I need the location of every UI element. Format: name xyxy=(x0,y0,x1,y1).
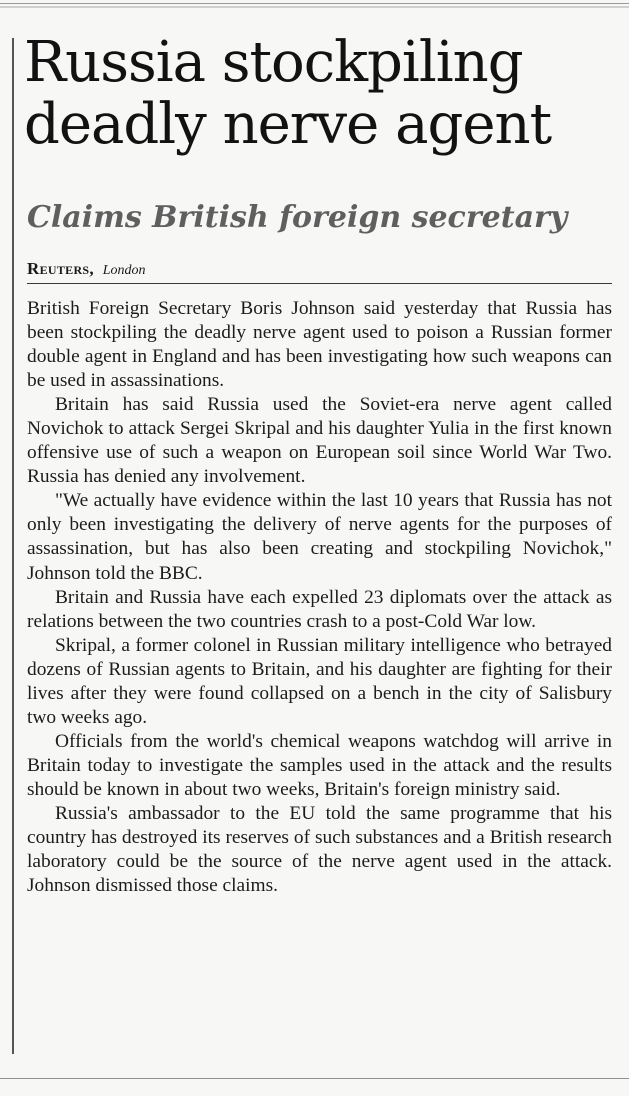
article-paragraph: Britain and Russia have each expelled 23 diplomats over the attack as relations between the two countries crash to a post-Cold War low. xyxy=(27,586,612,632)
article-paragraph: Officials from the world's chemical weapons watchdog will arrive in Britain today to investigate the samples used in the attack and the results should be known in about two weeks, Britain's foreign ministry said. xyxy=(27,730,612,800)
article-subhead: Claims British foreign secretary xyxy=(27,200,568,235)
byline-agency: Reuters, xyxy=(27,259,94,278)
article-body xyxy=(27,297,612,1067)
byline-divider xyxy=(27,283,612,284)
top-divider-shadow xyxy=(0,6,629,8)
bottom-divider-line xyxy=(0,1078,629,1079)
article-paragraph: Skripal, a former colonel in Russian military intelligence who betrayed dozens of Russian agents to Britain, and his daughter are fighting for their lives after they were found collapsed on a bench in the city of Salisbury two weeks ago. xyxy=(27,634,612,728)
article-paragraph: Britain has said Russia used the Soviet-era nerve agent called Novichok to attack Sergei Skripal and his daughter Yulia in the first known offensive use of such a weapon on European soil since World War Two. Russia has denied any involvement. xyxy=(27,394,612,488)
article-headline: Russia stockpiling deadly nerve agent xyxy=(24,30,552,157)
article-byline xyxy=(27,258,146,280)
top-divider-line xyxy=(0,3,629,4)
article-paragraph: British Foreign Secretary Boris Johnson said yesterday that Russia has been stockpiling the deadly nerve agent used to poison a Russian former double agent in England and has been investigating how such weapons can be used in assassinations. xyxy=(27,298,612,392)
article-paragraph: Russia's ambassador to the EU told the same programme that his country has destroyed its reserves of such substances and a British research laboratory could be the source of the nerve agent used in the attack. Johnson dismissed those claims. xyxy=(27,802,612,897)
byline-place: London xyxy=(102,263,146,278)
column-left-rule xyxy=(12,38,14,1054)
article-paragraph: "We actually have evidence within the last 10 years that Russia has not only been investigating the delivery of nerve agents for the purposes of assassination, but has also been creating and stockpiling Novichok," Johnson told the BBC. xyxy=(27,490,612,584)
